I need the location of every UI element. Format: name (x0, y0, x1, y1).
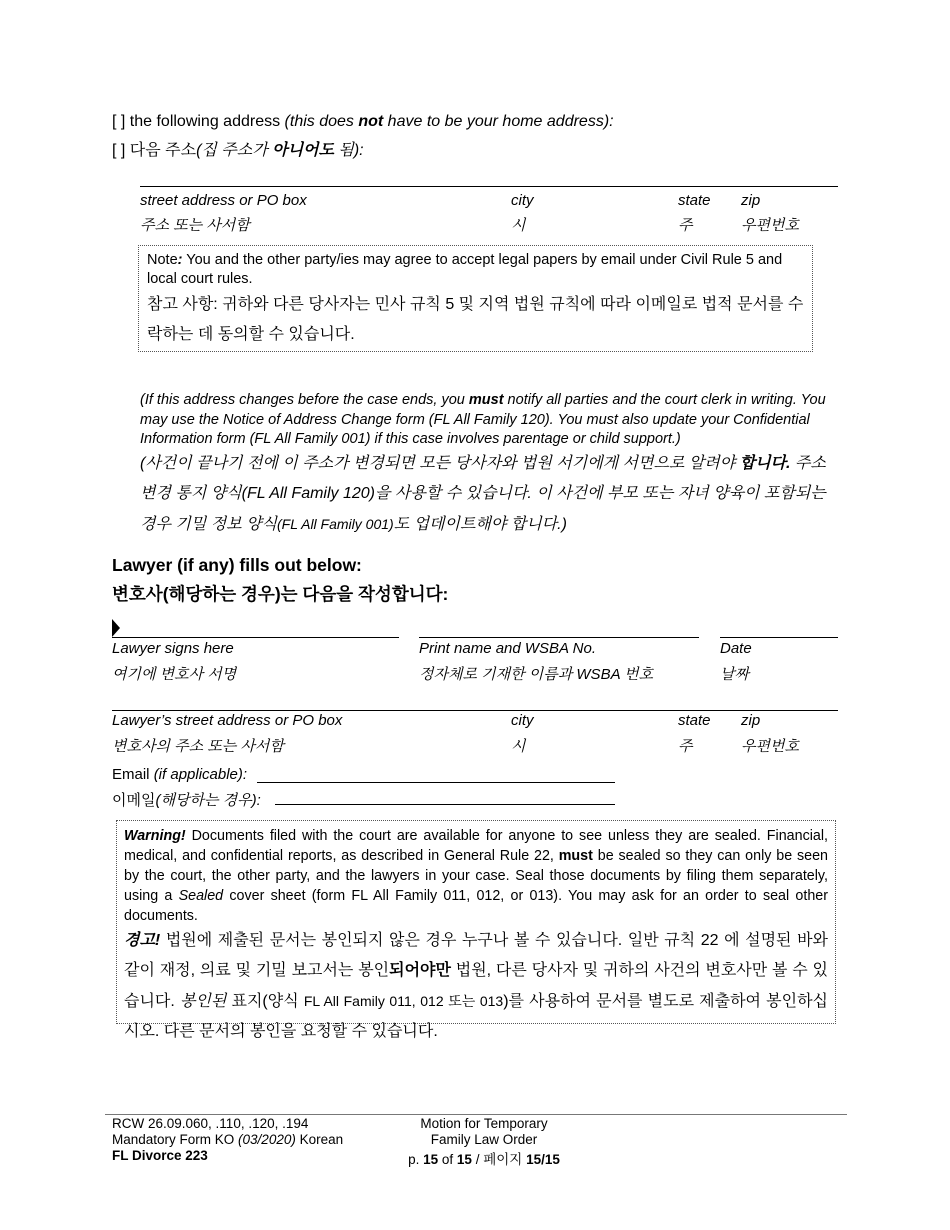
warning-ko: 경고! 법원에 제출된 문서는 봉인되지 않은 경우 누구나 볼 수 있습니다. 일반 규칙 22 에 설명된 바와 같이 재정, 의료 및 기밀 보고서는 봉인되어야만 법원, 다른 당사자 및 귀하의 사건의 변호사만 볼 수 있습니다. 봉인된 표지(양식 FL All Family 011, 012 또는 013)를 사용하여 문서를 별도로 제출하여 봉인하십시오. 다른 문서의 봉인을 요청할 수 있습니다. (124, 932, 828, 1040)
lawyer-signature-line[interactable] (112, 637, 399, 638)
print-name-line[interactable] (419, 637, 699, 638)
address-line[interactable] (140, 186, 838, 187)
footer-rcw: RCW 26.09.060, .110, .120, .194 (112, 1116, 309, 1131)
zip-label-ko: 우편번호 (741, 217, 799, 234)
lawyer-signs-label-ko: 여기에 변호사 서명 (112, 666, 237, 683)
footer-mandatory: Mandatory Form KO (03/2020) Korean (112, 1132, 344, 1147)
email-field-ko[interactable] (275, 804, 615, 805)
note-box (138, 245, 813, 352)
lawyer-street-label: Lawyer’s street address or PO box (112, 712, 343, 729)
email-field[interactable] (257, 782, 615, 783)
address-checkbox-label[interactable]: [ ] the following address (112, 113, 285, 130)
lawyer-signs-label: Lawyer signs here (112, 640, 234, 657)
print-name-label: Print name and WSBA No. (419, 640, 597, 657)
state-label: state (678, 192, 711, 209)
lawyer-zip-label-ko: 우편번호 (741, 738, 799, 755)
date-label-ko: 날짜 (720, 666, 749, 683)
footer-title-line1: Motion for Temporary (420, 1116, 548, 1131)
date-label: Date (720, 640, 752, 657)
lawyer-address-line[interactable] (112, 710, 838, 711)
footer-title-line2: Family Law Order (430, 1132, 538, 1147)
lawyer-zip-label: zip (741, 712, 761, 729)
street-label-ko: 주소 또는 사서함 (140, 217, 250, 234)
lawyer-street-label-ko: 변호사의 주소 또는 사서함 (112, 738, 284, 755)
address-change-en: (If this address changes before the case ends, you must notify all parties and the court clerk in writing. You may use the Notice of Address Change form (FL All Family 120). You must also update your Confidential Information form (FL All Family 001) if this case involves parentage or child support.) (140, 392, 826, 447)
sign-here-arrow-icon (112, 619, 120, 637)
note-ko: 참고 사항: 귀하와 다른 당사자는 민사 규칙 5 및 지역 법원 규칙에 따라 이메일로 법적 문서를 수락하는 데 동의할 수 있습니다. (147, 296, 804, 343)
email-label: Email (if applicable): (112, 766, 248, 783)
email-label-ko: 이메일(해당하는 경우): (112, 792, 261, 809)
lawyer-city-label: city (511, 712, 534, 729)
street-label: street address or PO box (140, 192, 307, 209)
lawyer-city-label-ko: 시 (511, 738, 526, 755)
lawyer-heading-ko: 변호사(해당하는 경우)는 다음을 작성합니다: (112, 584, 449, 604)
state-label-ko: 주 (678, 217, 693, 234)
footer-page-number: p. 15 of 15 / 페이지 15/15 (408, 1152, 560, 1167)
lawyer-heading-en: Lawyer (if any) fills out below: (112, 555, 362, 575)
footer-divider (105, 1114, 847, 1115)
footer-form-id: FL Divorce 223 (112, 1148, 208, 1163)
zip-label: zip (741, 192, 761, 209)
lawyer-state-label-ko: 주 (678, 738, 693, 755)
date-line[interactable] (720, 637, 838, 638)
lawyer-state-label: state (678, 712, 711, 729)
address-change-ko: (사건이 끝나기 전에 이 주소가 변경되면 모든 당사자와 법원 서기에게 서면으로 알려야 합니다. 주소 변경 통지 양식(FL All Family 120)을 사용할 수 있습니다. 이 사건에 부모 또는 자녀 양육이 포함되는 경우 기밀 정보 양식(FL All Family 001)도 업데이트해야 합니다.) (140, 455, 826, 533)
address-option-ko: [ ] 다음 주소(집 주소가 아니어도 됨): (112, 142, 364, 159)
address-option-en: [ ] the following address (this does not have to be your home address): (112, 113, 614, 130)
city-label: city (511, 192, 534, 209)
warning-box (116, 820, 836, 1040)
city-label-ko: 시 (511, 217, 526, 234)
note-en: Note: You and the other party/ies may agree to accept legal papers by email under Civil Rule 5 and local court rules. (147, 252, 783, 287)
warning-en: Warning! Documents filed with the court are available for anyone to see unless they are sealed. Financial, medical, and confidential reports, as described in General Rule 22, must be sealed so they can only be seen by the court, the other party, and the lawyers in your case. Seal those documents by filing them separately, using a Sealed cover sheet (form FL All Family 011, 012, or 013). You may ask for an order to seal other documents. (124, 828, 828, 924)
print-name-label-ko: 정자체로 기재한 이름과 WSBA 번호 (419, 666, 654, 683)
